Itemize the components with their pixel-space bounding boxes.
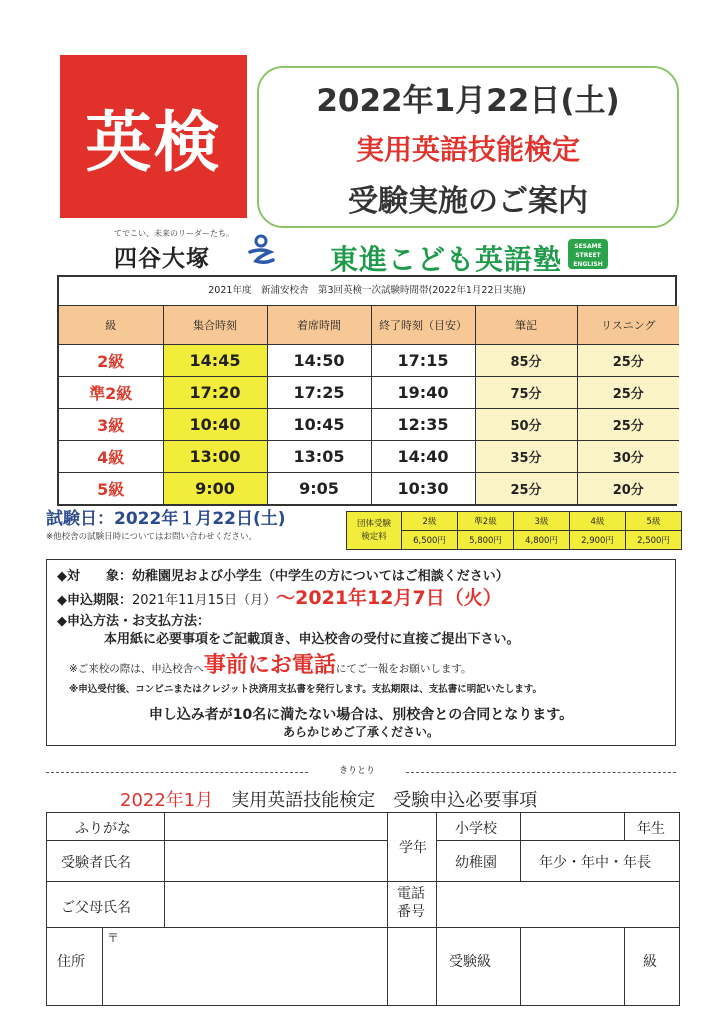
fee-grade: 3級	[514, 512, 570, 531]
written-cell: 50分	[475, 409, 577, 441]
meeting-time-cell: 17:20	[163, 377, 267, 409]
written-cell: 35分	[475, 441, 577, 473]
seat-time-cell: 9:05	[267, 473, 371, 505]
application-form	[46, 812, 680, 1006]
exam-date	[46, 504, 286, 529]
cut-line-left	[46, 772, 308, 773]
table-row	[59, 441, 679, 473]
written-cell: 25分	[475, 473, 577, 505]
address-input[interactable]	[107, 947, 386, 999]
col-header: 集合時刻	[163, 306, 267, 345]
listening-cell: 25分	[577, 377, 679, 409]
period-start: 2021年11月15日（月）	[132, 593, 277, 608]
fee-label	[347, 512, 402, 550]
address-label: 住所	[57, 954, 85, 970]
fee-grade: 5級	[626, 512, 682, 531]
listening-cell: 25分	[577, 345, 679, 377]
toshin-logo-text: 東進こども英語塾	[330, 243, 563, 276]
grade-cell: 5級	[59, 473, 163, 505]
period-row	[57, 583, 502, 610]
col-header: 級	[59, 306, 163, 345]
postal-mark: 〒	[107, 931, 120, 945]
end-time-cell: 17:15	[371, 345, 475, 377]
fee-grade: 4級	[570, 512, 626, 531]
cut-line-right	[406, 772, 676, 773]
test-name: 実用英語技能検定	[355, 132, 580, 166]
parent-input[interactable]	[167, 887, 386, 924]
exam-date-value: 2022年１月22日(土)	[114, 509, 286, 529]
fee-price: 5,800円	[458, 531, 514, 550]
grade-cell: 4級	[59, 441, 163, 473]
written-cell: 75分	[475, 377, 577, 409]
fee-label-line2: 検定料	[361, 531, 387, 542]
schedule-header-row	[59, 306, 679, 345]
target-value: 幼稚園児および小学生（中学生の方についてはご相談ください）	[132, 569, 509, 584]
col-header: 終了時刻（目安）	[371, 306, 475, 345]
yotsuya-tagline: てでこい、未来のリーダーたち。	[114, 229, 234, 238]
eiken-logo: 英検	[60, 55, 247, 218]
table-row	[59, 409, 679, 441]
visit-emphasis: 事前にお電話	[203, 653, 336, 678]
end-time-cell: 19:40	[371, 377, 475, 409]
seat-time-cell: 10:45	[267, 409, 371, 441]
visit-suffix: にてご一報をお願いします。	[335, 663, 472, 675]
col-header: 着席時間	[267, 306, 371, 345]
table-row	[59, 473, 679, 505]
fee-grade: 2級	[402, 512, 458, 531]
grade-cell: 3級	[59, 409, 163, 441]
furigana-label: ふりがな	[75, 821, 131, 837]
parent-label: ご父母氏名	[61, 900, 131, 916]
grade-cell: 2級	[59, 345, 163, 377]
kindergarten-label: 幼稚園	[455, 855, 497, 871]
exam-date-note: ※他校舎の試験日時についてはお問い合わせください。	[46, 532, 257, 542]
grade-label: 学年	[399, 840, 427, 856]
visit-prefix: ※ご来校の際は、申込校舎へ	[69, 663, 204, 675]
furigana-input[interactable]	[167, 816, 386, 838]
schedule-caption: 2021年度 新浦安校舎 第3回英検一次試験時間帯(2022年1月22日実施)	[59, 277, 675, 306]
visit-note	[69, 648, 472, 679]
end-time-cell: 12:35	[371, 409, 475, 441]
period-end: ～2021年12月7日（火）	[276, 587, 502, 609]
form-title	[120, 786, 537, 812]
meeting-time-cell: 10:40	[163, 409, 267, 441]
phone-label-line2: 番号	[397, 904, 425, 920]
kinder-years-label: 年少・年中・年長	[539, 855, 651, 871]
fee-table	[346, 511, 682, 550]
listening-cell: 25分	[577, 409, 679, 441]
fee-price: 2,900円	[570, 531, 626, 550]
exam-grade-input[interactable]	[525, 933, 624, 1000]
target-row	[57, 565, 509, 584]
phone-input[interactable]	[440, 887, 679, 924]
exam-date-label: 試験日：	[46, 509, 114, 529]
elementary-label: 小学校	[455, 821, 497, 837]
listening-cell: 20分	[577, 473, 679, 505]
exam-date-title: 2022年1月22日(土)	[316, 82, 620, 119]
seat-time-cell: 17:25	[267, 377, 371, 409]
grade-cell: 準2級	[59, 377, 163, 409]
application-info-box	[46, 559, 676, 746]
end-time-cell: 10:30	[371, 473, 475, 505]
phone-label	[397, 885, 425, 921]
target-label: ◆対 象：	[57, 569, 132, 584]
fee-price: 2,500円	[626, 531, 682, 550]
meeting-time-cell: 14:45	[163, 345, 267, 377]
name-label: 受験者氏名	[61, 855, 131, 871]
sesame-street-badge	[568, 239, 608, 269]
fee-price: 4,800円	[514, 531, 570, 550]
listening-cell: 30分	[577, 441, 679, 473]
written-cell: 85分	[475, 345, 577, 377]
exam-grade-label: 受験級	[449, 954, 491, 970]
sesame-line2: ENGLISH	[573, 261, 603, 268]
form-title-year: 2022年1月	[120, 790, 214, 811]
form-title-rest: 実用英語技能検定 受験申込必要事項	[231, 790, 538, 811]
year-suffix-label: 年生	[637, 821, 665, 837]
sesame-line1: SESAME STREET	[574, 243, 602, 259]
cut-label: きりとり	[338, 766, 375, 776]
name-input[interactable]	[167, 846, 386, 878]
phone-label-line1: 電話	[397, 886, 425, 902]
yotsuya-mark-icon	[246, 234, 276, 268]
min-notice: 申し込み者が10名に満たない場合は、別校舎との合同となります。	[148, 707, 574, 723]
title-box	[257, 66, 679, 228]
fee-label-line1: 団体受験	[356, 518, 391, 529]
fee-price: 6,500円	[402, 531, 458, 550]
yotsuya-logo-text: 四谷大塚	[114, 246, 210, 272]
col-header: リスニング	[577, 306, 679, 345]
table-row	[59, 345, 679, 377]
grade-suffix-label: 級	[643, 954, 657, 970]
method-text: 本用紙に必要事項をご記載頂き、申込校舎の受付に直接ご提出下さい。	[104, 632, 520, 647]
guide-title: 受験実施のご案内	[348, 183, 588, 219]
col-header: 筆記	[475, 306, 577, 345]
meeting-time-cell: 13:00	[163, 441, 267, 473]
schedule-table	[57, 275, 677, 506]
min-notice-2: あらかじめご了承ください。	[282, 725, 439, 739]
seat-time-cell: 13:05	[267, 441, 371, 473]
method-label: ◆申込方法・お支払方法：	[57, 614, 210, 629]
seat-time-cell: 14:50	[267, 345, 371, 377]
payment-note: ※申込受付後、コンビニまたはクレジット決済用支払書を発行します。支払期限は、支払書に明記いたします。	[69, 684, 542, 695]
meeting-time-cell: 9:00	[163, 473, 267, 505]
table-row	[59, 377, 679, 409]
end-time-cell: 14:40	[371, 441, 475, 473]
fee-grade: 準2級	[458, 512, 514, 531]
period-label: ◆申込期限：	[57, 593, 132, 608]
cut-line	[46, 762, 676, 782]
